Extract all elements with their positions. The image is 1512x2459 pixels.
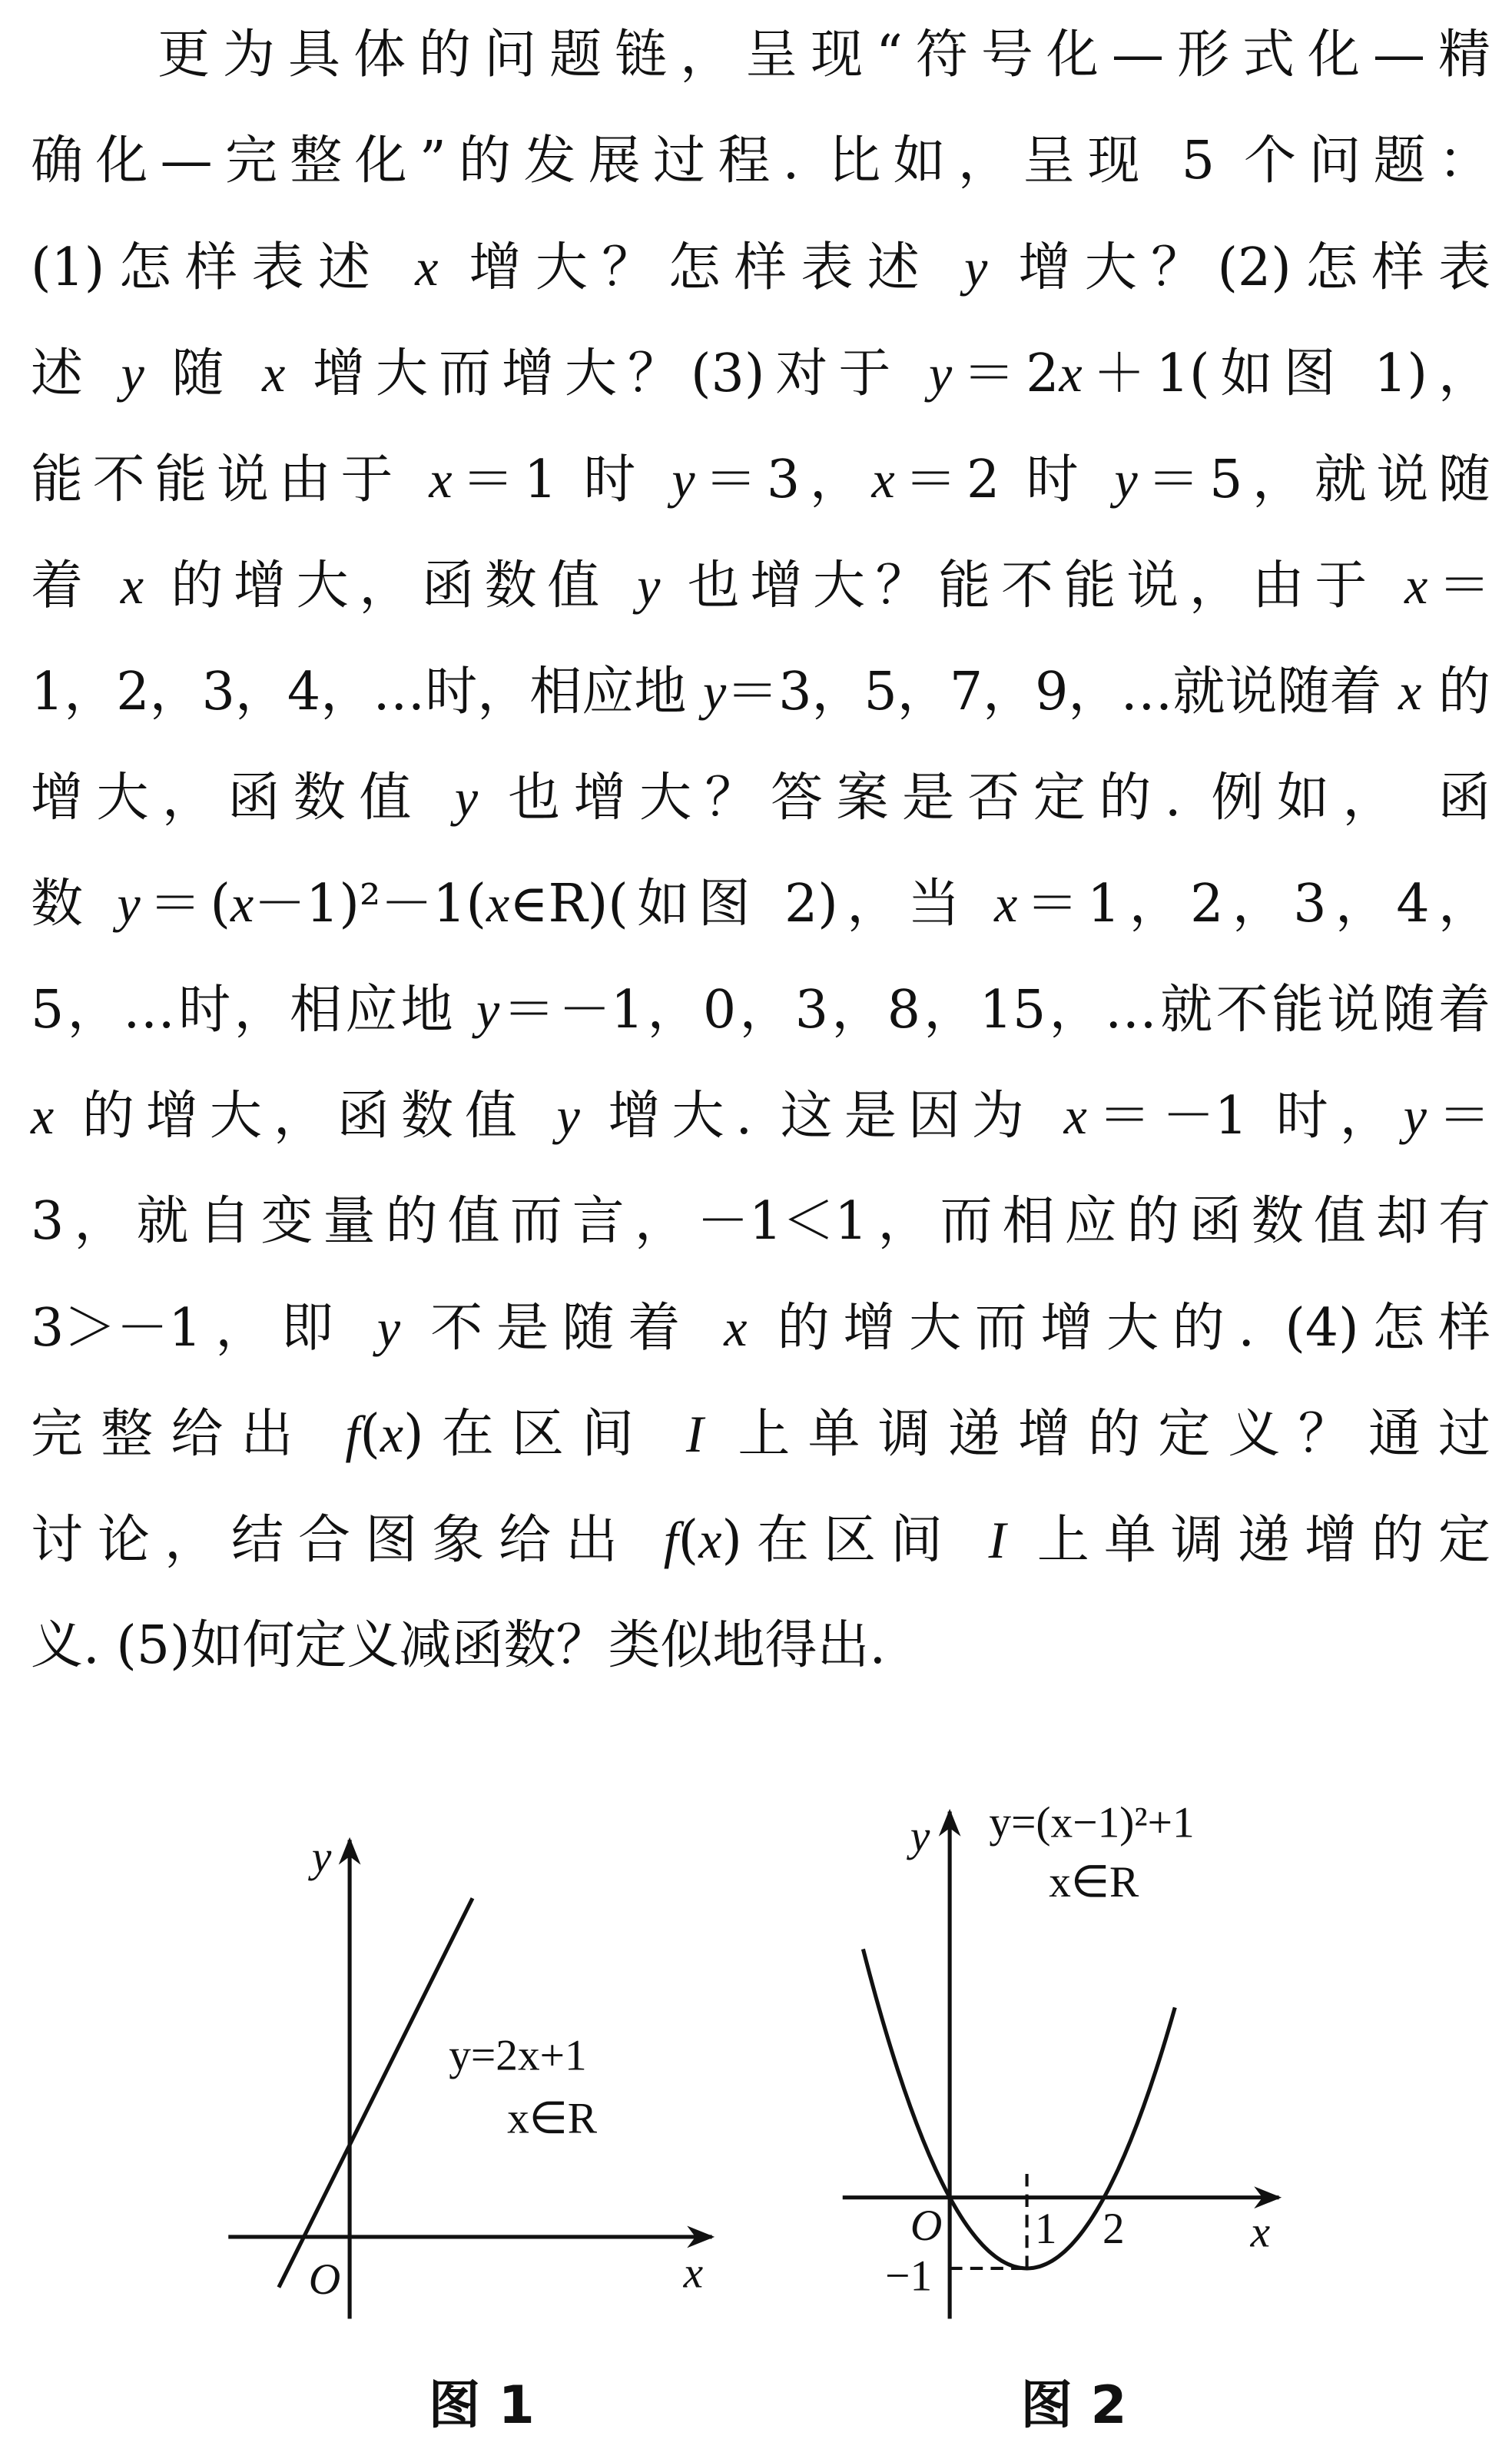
text-segment: ＝2 — [952, 343, 1059, 404]
text-segment: (1)怎样表述 — [31, 237, 416, 298]
text-segment: 的增大而增大的. (4)怎样 — [747, 1298, 1490, 1359]
math-variable: x — [1059, 344, 1083, 403]
math-variable: x — [698, 1511, 722, 1569]
text-segment: ＝3，5，7，9，…就说随着 — [726, 662, 1399, 722]
math-variable: x — [486, 874, 510, 933]
math-variable: y — [376, 1299, 401, 1357]
text-segment: ＝( — [140, 874, 230, 934]
fig1-equation: y=2x+1 — [449, 2031, 587, 2080]
text-segment: ＝ — [1426, 1086, 1490, 1147]
math-variable: x — [429, 450, 453, 509]
math-variable: x — [262, 344, 286, 403]
text-segment: 着 — [31, 556, 121, 616]
figure-1 — [228, 1833, 711, 2434]
text-segment: 确化—完整化”的发展过程. 比如，呈现 5 个问题： — [31, 131, 1490, 191]
text-segment: ＝－1，0，3，8，15，…就不能说随着 — [499, 980, 1490, 1040]
text-segment: 的 — [1421, 662, 1490, 722]
fig2-x-label: x — [1250, 2208, 1271, 2257]
math-variable: x — [1404, 556, 1428, 615]
math-variable: x — [994, 874, 1018, 933]
text-segment: 增大？(2)怎样表 — [987, 237, 1490, 298]
fig2-origin-label: O — [910, 2202, 943, 2251]
math-variable: f — [663, 1511, 678, 1569]
math-variable: x — [724, 1299, 748, 1357]
text-segment: 义. (5)如何定义减函数？类似地得出. — [31, 1615, 887, 1676]
fig1-domain: x∈R — [507, 2094, 598, 2143]
math-variable: x — [871, 450, 895, 509]
fig2-tick-2: 2 — [1102, 2205, 1125, 2254]
text-segment: 增大，函数值 — [31, 768, 455, 828]
math-variable: x — [31, 1087, 55, 1145]
math-variable: y — [476, 981, 500, 1039]
text-segment: ＝－1 时， — [1086, 1086, 1404, 1147]
text-segment: 增大？怎样表述 — [438, 237, 965, 298]
math-variable: y — [964, 238, 988, 297]
text-segment: 更为具体的问题链，呈现“符号化—形式化—精 — [158, 25, 1490, 85]
fig2-y-label: y — [910, 1812, 930, 1861]
text-segment: 增大而增大？(3)对于 — [285, 343, 930, 404]
text-segment: ＝5，就说随 — [1137, 450, 1491, 510]
math-variable: y — [454, 768, 479, 827]
math-variable: I — [685, 1405, 704, 1463]
text-segment: 讨论，结合图象给出 — [31, 1510, 664, 1571]
math-variable: y — [637, 556, 661, 615]
text-segment: 的增大，函数值 — [54, 1086, 557, 1147]
math-variable: x — [415, 238, 439, 297]
fig2-tick-neg1: −1 — [885, 2252, 933, 2301]
math-variable: y — [929, 344, 953, 403]
math-variable: I — [988, 1511, 1006, 1569]
text-segment: ∈R)(如图 2)，当 — [509, 874, 995, 934]
text-segment: )在区间 — [721, 1510, 989, 1571]
fig1-line — [279, 1898, 472, 2287]
math-variable: f — [345, 1405, 360, 1463]
math-variable: y — [117, 874, 141, 933]
text-segment: ＝2 时 — [894, 450, 1115, 510]
math-variable: x — [1063, 1087, 1087, 1145]
text-segment: 上单调递增的定 — [1006, 1510, 1490, 1571]
text-segment: ＝1 时 — [452, 450, 672, 510]
fig1-x-label: x — [683, 2248, 704, 2298]
math-variable: y — [121, 344, 144, 403]
math-variable: y — [671, 450, 695, 509]
text-segment: 能不能说由于 — [31, 450, 429, 510]
fig1-y-label: y — [311, 1833, 332, 1882]
text-segment: 1，2，3，4，…时，相应地 — [31, 662, 703, 722]
text-segment: 的增大，函数值 — [144, 556, 638, 616]
fig2-caption: 图 2 — [1020, 2374, 1127, 2435]
fig2-equation: y=(x−1)²+1 — [989, 1798, 1195, 1847]
math-variable: x — [380, 1405, 404, 1463]
text-segment: ( — [678, 1510, 699, 1571]
text-segment: 也增大？答案是否定的. 例如， 函 — [478, 768, 1490, 828]
math-variable: y — [1114, 450, 1138, 509]
math-variable: y — [556, 1087, 580, 1145]
math-variable: x — [230, 874, 254, 933]
text-segment: ＝1，2，3，4， — [1017, 874, 1490, 934]
text-segment: )在区间 — [403, 1404, 686, 1465]
text-segment: 随 — [144, 343, 263, 404]
math-variable: y — [702, 662, 727, 721]
text-segment: 5，…时，相应地 — [31, 980, 476, 1040]
text-segment: ( — [360, 1404, 380, 1465]
math-variable: x — [120, 556, 144, 615]
math-variable: y — [1403, 1087, 1427, 1145]
math-variable: x — [1398, 662, 1422, 721]
fig2-tick-1: 1 — [1034, 2205, 1057, 2254]
text-segment: 也增大？能不能说，由于 — [660, 556, 1405, 616]
fig1-origin-label: O — [308, 2255, 341, 2304]
text-segment: 增大. 这是因为 — [579, 1086, 1064, 1147]
text-segment: 完整给出 — [31, 1404, 346, 1465]
text-segment: 3＞－1，即 — [31, 1298, 377, 1359]
text-segment: ＝ — [1427, 556, 1490, 616]
text-segment: 3，就自变量的值而言，－1＜1，而相应的函数值却有 — [31, 1191, 1490, 1252]
figure-2 — [843, 1798, 1279, 2435]
text-segment: 上单调递增的定义？通过 — [703, 1404, 1490, 1465]
text-segment: －1)²－1( — [254, 874, 487, 934]
text-segment: ＋1(如图 1)， — [1082, 343, 1491, 404]
text-segment: 不是随着 — [400, 1298, 724, 1359]
text-segment: 述 — [31, 343, 121, 404]
text-segment: ＝3， — [695, 450, 872, 510]
text-segment: 数 — [31, 874, 118, 934]
fig2-domain: x∈R — [1049, 1858, 1139, 1907]
fig1-caption: 图 1 — [428, 2374, 535, 2435]
